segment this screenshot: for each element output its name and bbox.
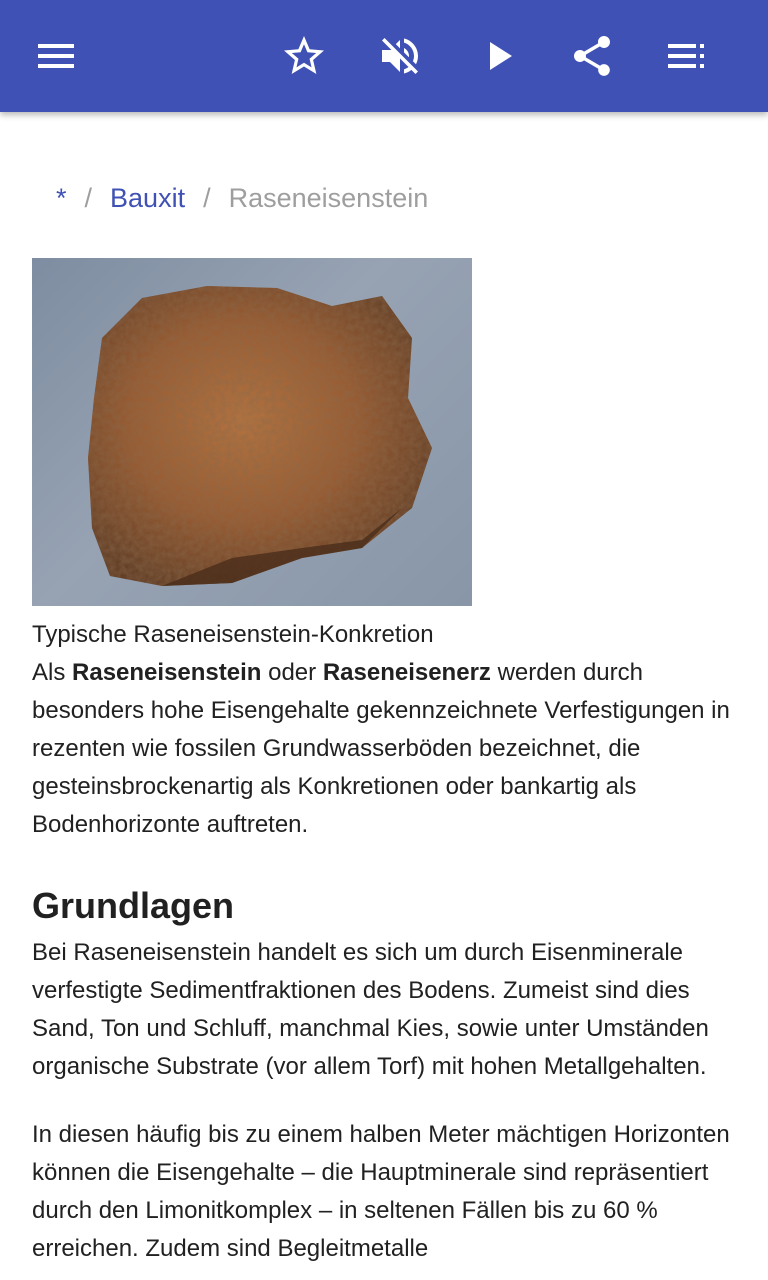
- volume-off-icon: [376, 32, 424, 80]
- intro-text: werden durch besonders hohe Eisengehalte gekennzeichnete Verfestigungen in rezenten wie fossilen Grundwasserböden bezeichnet, die gesteinsbrockenartig als Konkretionen oder bankartig als Bodenhorizonte auftreten.: [32, 659, 730, 838]
- article-body: [32, 616, 736, 1268]
- intro-text: oder: [261, 659, 323, 686]
- section-paragraph: Bei Raseneisenstein handelt es sich um durch Eisenminerale verfestigte Sedimentfraktionen des Bodens. Zumeist sind dies Sand, Ton und Schluff, manchmal Kies, sowie unter Umständen organische Substrate (vor allem Torf) mit hohen Metallgehalten.: [32, 939, 709, 1080]
- breadcrumb-parent-link[interactable]: Bauxit: [110, 183, 186, 213]
- app-toolbar: [0, 0, 768, 112]
- share-button[interactable]: [560, 24, 624, 88]
- breadcrumb: [56, 180, 428, 216]
- menu-icon: [32, 32, 80, 80]
- image-caption: Typische Raseneisenstein-Konkretion: [32, 621, 434, 648]
- breadcrumb-root-link[interactable]: *: [56, 183, 67, 213]
- article-scroll-area[interactable]: [0, 112, 768, 1280]
- article-image[interactable]: [32, 258, 472, 606]
- playlist-icon: [664, 32, 712, 80]
- share-icon: [568, 32, 616, 80]
- intro-text: Als: [32, 659, 73, 686]
- playlist-button[interactable]: [656, 24, 720, 88]
- rock-photo-illustration: [32, 258, 472, 606]
- play-icon: [474, 32, 522, 80]
- term-raseneisenerz: Raseneisenerz: [322, 659, 491, 686]
- section-paragraph: In diesen häufig bis zu einem halben Meter mächtigen Horizonten können die Eisengehalte – die Hauptminerale sind repräsentiert durch den Limonitkomplex – in seltenen Fällen bis zu 60 % erreichen. Zudem sind Begleitmetalle: [32, 1121, 730, 1262]
- star-outline-icon: [280, 32, 328, 80]
- breadcrumb-separator: /: [203, 183, 211, 213]
- section-heading: Grundlagen: [32, 885, 235, 926]
- favorite-button[interactable]: [272, 24, 336, 88]
- mute-button[interactable]: [368, 24, 432, 88]
- breadcrumb-separator: /: [84, 183, 93, 213]
- intro-paragraph: [32, 654, 736, 844]
- menu-button[interactable]: [24, 24, 88, 88]
- play-button[interactable]: [466, 24, 530, 88]
- term-raseneisenstein: Raseneisenstein: [72, 659, 262, 686]
- breadcrumb-current: Raseneisenstein: [228, 183, 429, 213]
